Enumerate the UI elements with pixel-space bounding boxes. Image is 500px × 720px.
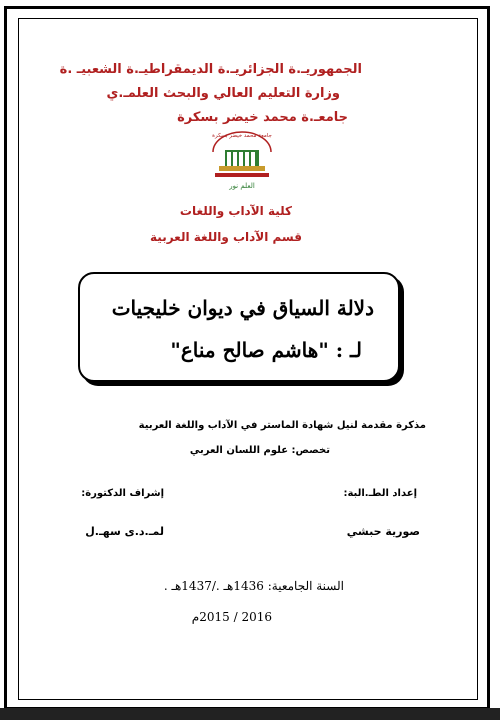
header-ministry: وزارة التعليم العالي والبحث العلمـ.ي: [106, 86, 340, 101]
supervisor-name: لمـ.د.ى سهـ.ل: [85, 525, 164, 538]
academic-year-hijri: السنة الجامعية: 1436هـ ./1437هـ .: [163, 579, 344, 593]
department-name: قسم الآداب واللغة العربية: [150, 230, 302, 244]
faculty-name: كلية الآداب واللغات: [179, 204, 292, 218]
header-university: جامعـ.ة محمد خيضر بسكرة: [177, 110, 348, 125]
thesis-title: دلالة السياق في ديوان خليجيات: [111, 296, 374, 320]
logo-arc-text: جامعة محمد خيضر بسكرة: [212, 133, 272, 139]
supervisor-label: إشراف الدكتورة:: [81, 488, 164, 499]
thesis-author: لـ : "هاشم صالح مناع": [170, 338, 362, 362]
specialization: تخصص: علوم اللسان العربي: [189, 445, 330, 456]
prepared-by-label: إعداد الطـ.البة:: [343, 488, 417, 499]
university-seal-icon: [203, 128, 281, 190]
header-republic: الجمهوريـ.ة الجزائريـ.ة الديمقراطيـ.ة الشعبيـ .ة: [59, 62, 362, 77]
title-box: [78, 272, 400, 382]
academic-year-gregorian: 2016 / 2015م: [191, 610, 272, 624]
logo-base-text: العلم نور: [229, 182, 255, 190]
student-name: صورية حبشي: [346, 525, 420, 538]
memo-description: مذكرة مقدمة لنيل شهادة الماستر في الآداب واللغة العربية: [138, 420, 426, 431]
bottom-bar: [0, 708, 500, 720]
